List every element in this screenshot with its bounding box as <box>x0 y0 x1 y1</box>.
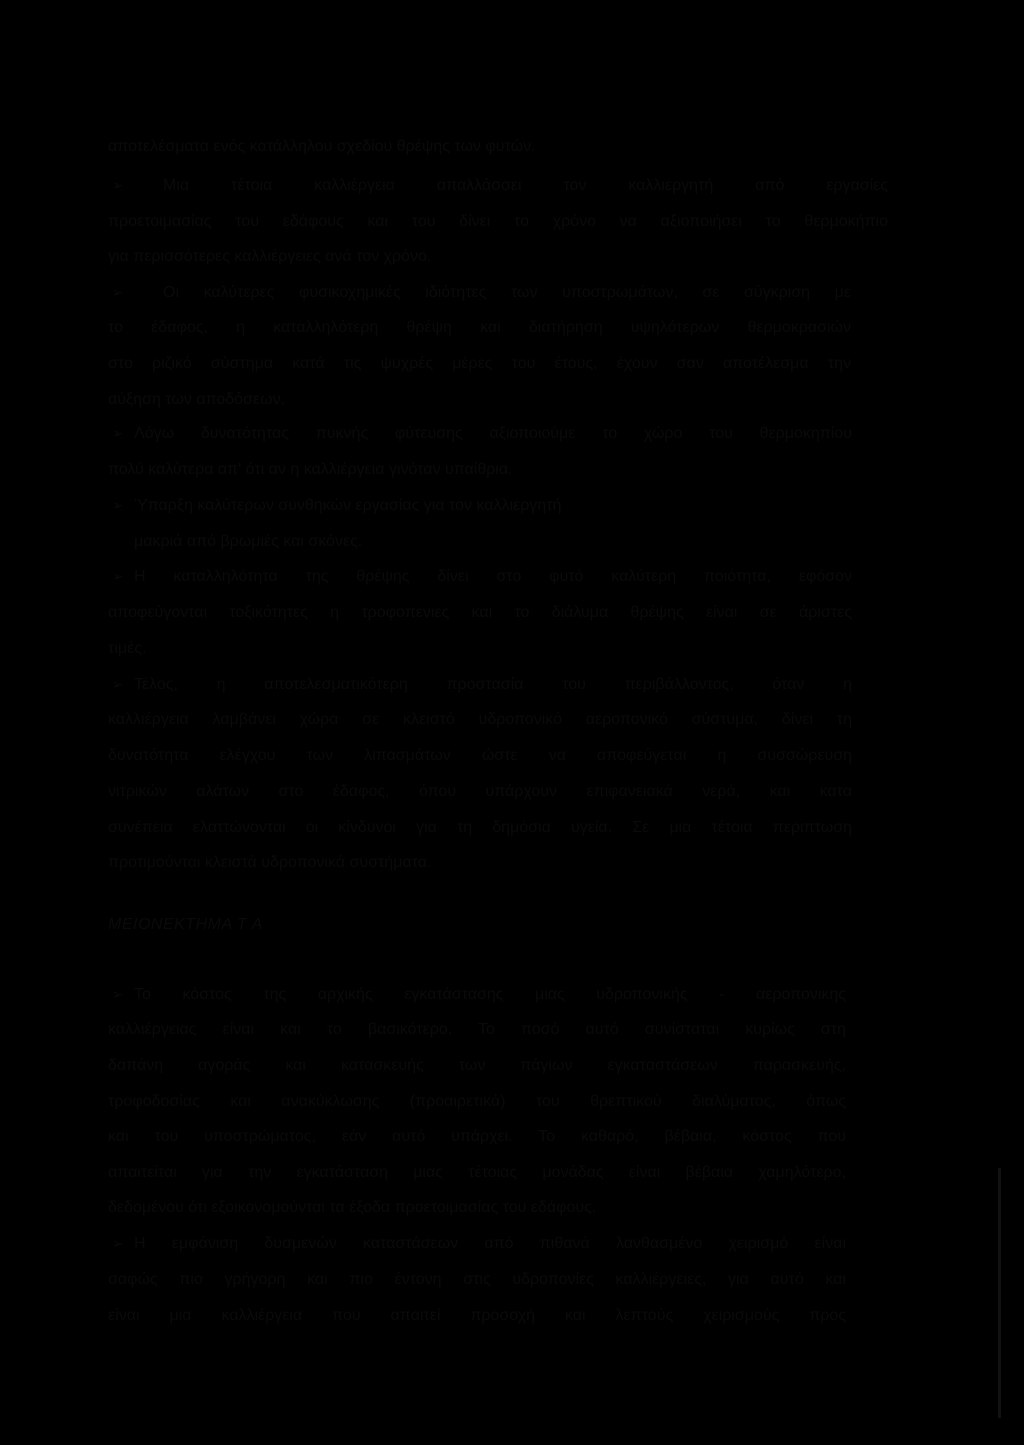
paragraph-line: καλλιέργειας είναι και το βασικότερο. Το ποσό αυτό συνίσταται κυρίως στη <box>108 1021 846 1038</box>
paragraph-line: Η εμφάνιση δυσμενών καταστάσεων από πιθανά λανθασμένο χειρισμό είναι <box>134 1235 846 1252</box>
paragraph-line: απαιτείται για την εγκατάσταση μιας τέτοιας μονάδας είναι βέβαια χαμηλότερο, <box>108 1164 846 1181</box>
paragraph-line: Τέλος, η αποτελεσματικότερη προστασία του περιβάλλοντος, όταν η <box>134 676 852 693</box>
paragraph-line: πολύ καλύτερα απ' ότι αν η καλλιέργεια γινόταν υπαίθρια. <box>108 461 513 478</box>
text-line <box>0 1234 1024 1264</box>
text-line <box>0 176 1024 206</box>
text-line <box>0 532 1024 562</box>
text-line <box>0 212 1024 242</box>
paragraph-line: για περισσότερες καλλιέργειες ανά τον χρόνο. <box>108 248 432 265</box>
text-line <box>0 496 1024 526</box>
paragraph-line: Η καταλληλότητα της θρέψης δίνει στο φυτό καλύτερη ποιότητα, εφόσον <box>134 568 852 585</box>
paragraph-line: είναι μια καλλιέργεια που απαιτεί προσοχή και λεπτούς χειρισμούς προς <box>108 1307 846 1324</box>
bullet-arrow-icon: ➢ <box>112 178 124 194</box>
paragraph-line: προετοιμασίας του εδάφους και του δίνει το χρόνο να αξιοποιήσει το θερμοκήπιο <box>108 213 888 230</box>
bullet-arrow-icon: ➢ <box>112 1236 124 1252</box>
text-line <box>0 1127 1024 1157</box>
paragraph-line: προτιμούνται κλειστά υδροπονικά συστήματα. <box>108 854 432 871</box>
text-line <box>0 818 1024 848</box>
text-line <box>0 283 1024 313</box>
bullet-arrow-icon: ➢ <box>112 987 124 1003</box>
paragraph-line: μακριά από βρωμιές και σκόνες. <box>134 533 363 550</box>
paragraph-line: αποφεύγονται τοξικότητες η τροφοπενιες και το διάλυμα θρέψης είναι σε άριστες <box>108 604 852 621</box>
bullet-arrow-icon: ➢ <box>112 677 124 693</box>
paragraph-line: τροφοδοσίας και ανακύκλωσης (προαιρετικά) του θρεπτικού διαλύματος, όπως <box>108 1093 846 1110</box>
paragraph-line: το έδαφος, η καταλληλότερη θρέψη και διατήρηση υψηλότερων θερμοκρασιών <box>108 319 851 336</box>
text-line <box>0 639 1024 669</box>
text-line <box>0 603 1024 633</box>
paragraph-line: νιτρικών αλάτων στο έδαφος, όπου υπάρχουν επιφανειακά νερά, και κατα <box>108 783 852 800</box>
paragraph-line: δυνατότητα ελέγχου των λιπασμάτων ώστε να αποφεύγεται η συσσώρευση <box>108 747 852 764</box>
text-line <box>0 390 1024 420</box>
text-line <box>0 354 1024 384</box>
paragraph-line: Οι καλύτερες φυσικοχημικές ιδιότητες των υποστρωμάτων, σε σύγκριση με <box>163 284 851 301</box>
paragraph-line: Λόγω δυνατότητας πυκνής φύτευσης αξιοποιούμε το χώρο του θερμοκηπίου <box>134 425 852 442</box>
text-line <box>0 1270 1024 1300</box>
paragraph-line: αύξηση των αποδόσεων. <box>108 391 286 408</box>
bullet-arrow-icon: ➢ <box>112 498 124 514</box>
paragraph-line: συνέπεια ελαττώνονται οι κίνδυνοι για τη δημόσια υγεία. Σε μια τέτοια περιπτωση <box>108 819 852 836</box>
bullet-arrow-icon: ➢ <box>112 426 124 442</box>
paragraph-line: σαφώς πιο γρήγορη και πιο έντονη στις υδροπονίες καλλιέργειες, για αυτό και <box>108 1271 846 1288</box>
text-line <box>0 746 1024 776</box>
intro-text: αποτελέσματα ενός κατάλληλου σχεδίου θρέψης των φυτών. <box>108 138 536 155</box>
text-line <box>0 424 1024 454</box>
text-line <box>0 1163 1024 1193</box>
text-line <box>0 853 1024 883</box>
text-line <box>0 1198 1024 1228</box>
text-line <box>0 675 1024 705</box>
paragraph-line: Μια τέτοια καλλιέργεια απαλλάσσει τον καλλιεργητή από εργασίες <box>163 177 888 194</box>
text-line <box>0 567 1024 597</box>
paragraph-line: Το κόστος της αρχικής εγκατάστασης μιας υδροπονικής - αεροπονικης <box>134 986 846 1003</box>
text-line <box>0 247 1024 277</box>
text-line <box>0 985 1024 1015</box>
paragraph-line: και του υποστρώματος, εάν αυτό υπάρχει. Το καθαρό, βέβαια, κόστος που <box>108 1128 846 1145</box>
paragraph-line: στο ριζικό σύστημα κατά τις ψυχρές μέρες του έτους, έχουν σαν αποτέλεσμα την <box>108 355 851 372</box>
text-line <box>0 1306 1024 1336</box>
section-heading-disadvantages: ΜΕΙΟΝΕΚΤΗΜΑ Τ Α <box>108 916 263 933</box>
text-line <box>0 710 1024 740</box>
text-line <box>0 1056 1024 1086</box>
bullet-arrow-icon: ➢ <box>112 569 124 585</box>
paragraph-line: τιμές. <box>108 640 147 657</box>
text-line <box>0 137 1024 167</box>
text-line <box>0 1020 1024 1050</box>
text-line <box>0 1092 1024 1122</box>
scan-edge-rule <box>998 1168 1001 1418</box>
paragraph-line: καλλιέργεια λαμβάνει χώρα σε κλειστό υδροπονικό αεροπονικό σύστυμα, δίνει τη <box>108 711 852 728</box>
paragraph-line: δαπάνη αγοράς και κατασκευής των πάγιων εγκαταστάσεων παρασκευής, <box>108 1057 846 1074</box>
text-line <box>0 782 1024 812</box>
text-line <box>0 460 1024 490</box>
text-line <box>0 318 1024 348</box>
paragraph-line: Ύπαρξη καλύτερων συνθηκών εργασίας για τον καλλιεργητή <box>134 497 562 514</box>
paragraph-line: δεδομένου ότι εξοικονομούνται τα έξοδα προετοιμασίας του εδάφους. <box>108 1199 597 1216</box>
bullet-arrow-icon: ➢ <box>112 285 124 301</box>
